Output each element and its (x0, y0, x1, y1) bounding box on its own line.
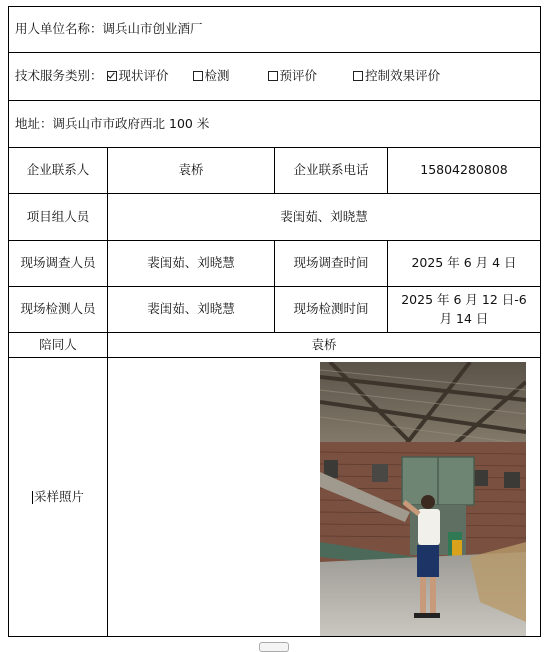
testing-row (9, 287, 540, 333)
sampling-form (8, 6, 541, 637)
testing-value: 裴闺茹、刘晓慧 (108, 287, 275, 332)
testing-time-label: 现场检测时间 (275, 287, 388, 332)
checkbox-icon[interactable] (268, 71, 278, 81)
survey-row (9, 241, 540, 287)
address-label: 地址： (15, 115, 53, 131)
address-row (9, 101, 540, 148)
photo-row (9, 358, 540, 636)
checkbox-icon[interactable] (353, 71, 363, 81)
text-cursor (32, 491, 33, 504)
escort-value: 袁桥 (311, 336, 337, 352)
employer-label: 用人单位名称： (15, 21, 103, 37)
service-type-row (9, 53, 540, 101)
service-type-label: 技术服务类别： (15, 68, 103, 84)
phone-label: 企业联系电话 (275, 148, 388, 193)
testing-time-value: 2025 年 6 月 12 日-6 月 14 日 (401, 292, 527, 326)
checkbox-icon[interactable] (193, 71, 203, 81)
option-testing[interactable]: 检测 (193, 67, 230, 85)
option-control-effect-evaluation[interactable]: 控制效果评价 (353, 67, 440, 85)
escort-row (9, 333, 540, 358)
survey-value: 裴闺茹、刘晓慧 (108, 241, 275, 286)
resize-handle[interactable] (259, 642, 289, 652)
team-row (9, 194, 540, 241)
survey-time-value: 2025 年 6 月 4 日 (411, 255, 517, 271)
testing-label: 现场检测人员 (9, 287, 108, 332)
team-value: 裴闺茹、刘晓慧 (280, 208, 368, 224)
contact-value: 袁桥 (108, 148, 275, 193)
survey-label: 现场调查人员 (9, 241, 108, 286)
option-status-evaluation[interactable]: 现状评价 (107, 67, 169, 85)
contact-row (9, 148, 540, 194)
contact-label: 企业联系人 (9, 148, 108, 193)
photo-label: 采样照片 (33, 488, 84, 504)
employer-row (9, 7, 540, 53)
option-pre-evaluation[interactable]: 预评价 (268, 67, 318, 85)
employer-value: 调兵山市创业酒厂 (102, 21, 203, 37)
escort-label: 陪同人 (9, 333, 108, 357)
survey-time-label: 现场调查时间 (275, 241, 388, 286)
checkbox-checked-icon[interactable] (107, 71, 117, 81)
team-label: 项目组人员 (9, 194, 108, 240)
phone-value: 15804280808 (420, 162, 508, 178)
address-value: 调兵山市市政府西北 100 米 (52, 115, 210, 131)
sampling-photo (320, 362, 526, 636)
